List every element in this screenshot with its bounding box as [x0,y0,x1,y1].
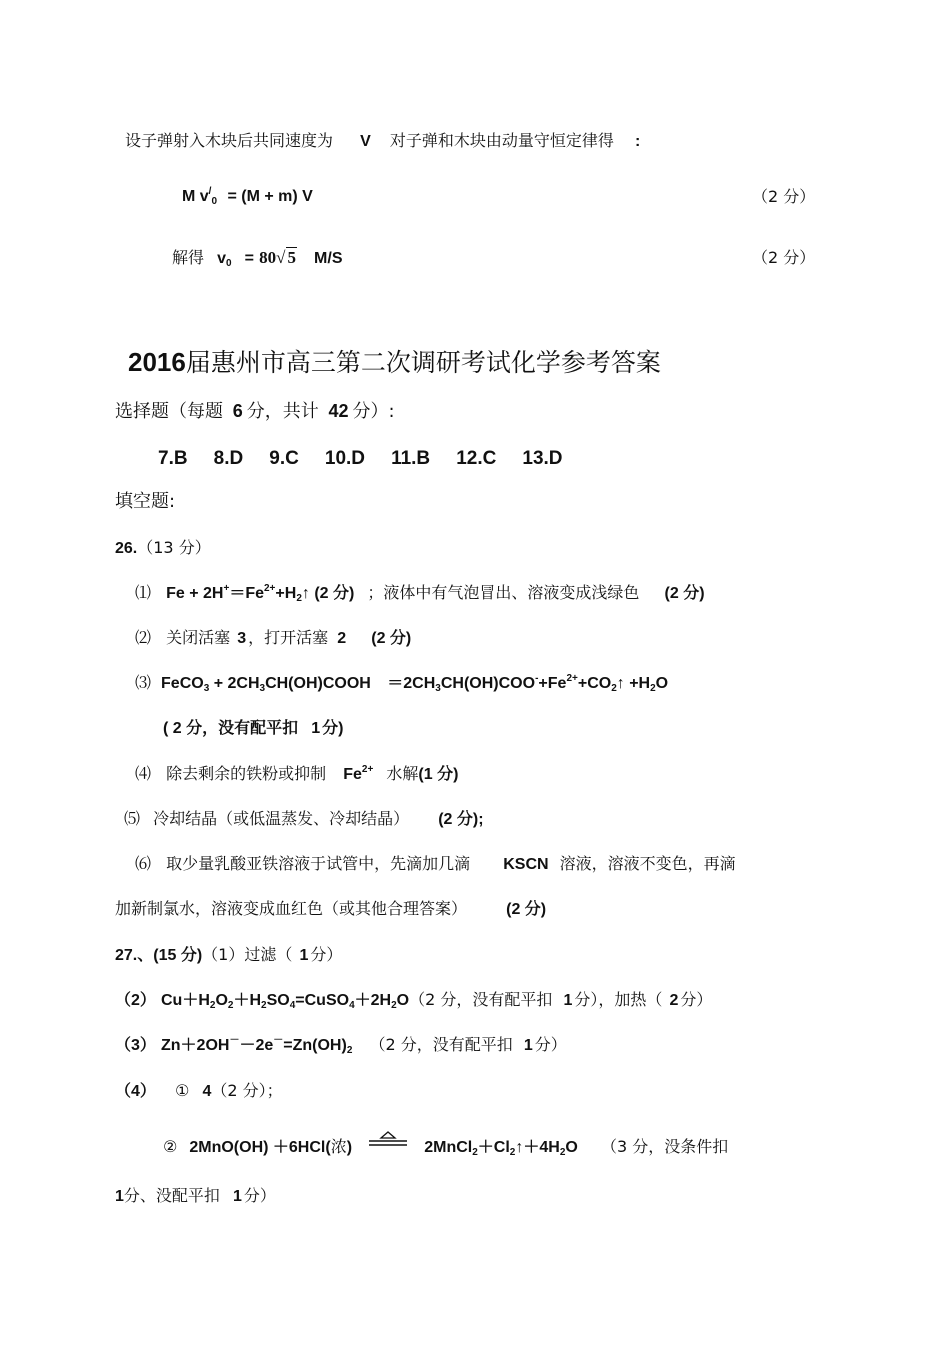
eq-term: Cu＋H [161,992,210,1009]
number: 1 [311,720,321,737]
eq-term: 浓 [330,1137,347,1156]
number: 42 [328,401,349,421]
subscript: 2 [611,683,617,694]
eq-term: ＋Cl [477,1139,510,1156]
eq-term: Fe [343,766,362,783]
answer-11: 11.B [391,448,431,469]
eq-term: Fe + 2H [166,585,224,602]
eq-term: v [217,250,227,267]
eq-term: ↑ +H [616,675,651,692]
score: (2 分); [438,811,484,828]
physics-text: 设子弹射入木块后共同速度为 [125,131,334,150]
answer-text: 冷却结晶（或低温蒸发、冷却结晶） [153,809,410,828]
eq-term: CH(OH)COO [440,675,536,692]
eq-term: ) [346,1139,353,1156]
sqrt-value: 80√ 5 [259,248,296,267]
answer-text: 水解 [386,764,419,783]
part-label: ⑴ [135,583,152,602]
q26-part6 [135,854,736,875]
part-label: ⑷ [135,764,152,783]
score: （2 分，没有配平扣 [409,990,553,1009]
q27-part4b [163,1137,728,1158]
q27-part2 [115,990,712,1011]
text: 分）: [352,401,395,422]
number: 6 [232,401,243,421]
eq-term: 2MnO(OH) ＋6HCl( [189,1139,331,1156]
answer-9: 9.C [269,448,299,469]
score: 分），加热（ [574,990,663,1009]
score: （2 分）； [211,1081,283,1100]
sub-label: ① [175,1081,190,1100]
colon: : [634,133,641,150]
choice-header [115,401,395,422]
momentum-equation [182,187,313,207]
subscript: 2 [346,1045,353,1056]
part-label: （2） [115,992,156,1009]
part-label: ⑸ [124,809,141,828]
eq-term: －2e [239,1037,274,1054]
number: 1 [115,1188,124,1205]
text: 分，共计 [246,401,319,422]
superscript: + [223,583,230,594]
fill-header: 填空题: [115,491,176,512]
equation [424,1139,578,1156]
q27-part4b-line2 [115,1186,276,1207]
part-label: （1） [202,945,245,964]
solution-equation [172,248,343,269]
score: 分、没配平扣 [123,1186,220,1205]
score: (1 分) [418,766,459,783]
eq-term: O [655,675,669,692]
q26-part2 [135,628,411,649]
q26-part3 [135,674,668,694]
part-label: ⑵ [135,628,152,647]
prime: / [208,186,212,197]
answer-10: 10.D [324,448,366,469]
answer-text: 关闭活塞 [166,628,231,647]
subscript: 0 [226,258,232,269]
q26-header [115,538,211,559]
answer-7: 7.B [158,448,188,469]
equation [161,992,409,1009]
eq-term: =Zn(OH) [283,1037,347,1054]
eq-term: O [396,992,410,1009]
sub-label: ② [163,1137,178,1156]
part-label: ⑶ [135,675,152,692]
part-label: （3） [115,1037,156,1054]
q27-part3 [115,1035,567,1056]
eq-term: +Fe [538,675,567,692]
part-label: （4） [115,1083,156,1100]
heating-condition-icon [367,1138,409,1158]
physics-text: 对子弹和木块由动量守恒定律得 [389,131,614,150]
question-number: 26. [115,540,138,557]
q26-part5 [124,809,484,830]
unit: M/S [314,250,343,267]
eq-term: CH(OH)COOH [265,675,371,692]
question-score: （13 分） [137,538,211,557]
answer-13: 13.D [522,448,563,469]
eq-term: = (M + m) V [227,188,313,205]
equation [161,1037,352,1054]
part-label: ⑹ [135,854,152,873]
physics-line-1 [125,131,640,152]
number: 1 [299,947,309,964]
eq-term: ↑＋4H [515,1139,560,1156]
answer-text: 过滤（ [244,945,293,964]
answer-text: ，打开活塞 [248,628,329,647]
score: (2 分) [664,585,705,602]
answer-text: 溶液，溶液不变色，再滴 [559,854,736,873]
question-score: (15 分) [153,947,203,964]
title-text: 届惠州市高三第二次调研考试化学参考答案 [185,348,661,377]
subscript: 4 [349,1000,355,1011]
superscript: - [535,673,539,684]
score: (2 分) [506,901,547,918]
eq-term: O [565,1139,578,1156]
equals: = [244,250,255,267]
eq-term: ↑ (2 分) [301,585,355,602]
eq-term: + 2CH [209,675,260,692]
superscript: 2+ [361,764,374,775]
subscript: 3 [203,683,210,694]
equation [166,585,354,602]
subscript: 2 [227,1000,234,1011]
superscript: － [273,1035,284,1046]
score: （2 分，没有配平扣 [369,1035,513,1054]
number: 2 [669,992,679,1009]
eq-term: ＝Fe [229,585,264,602]
eq-term: FeCO [161,675,204,692]
score: （3 分，没条件扣 [600,1137,729,1156]
score: 分) [322,720,344,737]
score: 分） [534,1035,567,1054]
answer-text: 加新制氯水，溶液变成血红色（或其他合理答案） [115,899,468,918]
answer-12: 12.C [456,448,497,469]
score-eq1: （2 分） [752,187,816,206]
subscript: 2 [261,1000,267,1011]
subscript: 2 [296,593,302,604]
q26-part1 [135,583,705,604]
solution-label: 解得 [172,248,205,267]
eq-term: +CO [577,675,612,692]
score-eq2: （2 分） [752,248,816,267]
eq-term: =CuSO [295,992,350,1009]
score: ( 2 分，没有配平扣 [163,720,299,737]
subscript: 4 [289,1000,296,1011]
number: 1 [523,1037,533,1054]
subscript: 2 [209,1000,216,1011]
answer-text: 除去剩余的铁粉或抑制 [166,764,327,783]
eq-term: ＝2CH [387,675,436,692]
subscript: 2 [391,1000,397,1011]
q27-header [115,945,342,966]
subscript: 3 [435,683,441,694]
eq-term: M v [182,188,209,205]
q26-part3-score [163,718,343,739]
q26-part4 [135,764,458,785]
eq-term: 2MnCl [424,1139,473,1156]
score: 分） [243,1186,276,1205]
subscript: 2 [509,1147,516,1158]
radicand: 5 [287,248,296,267]
subscript: 2 [650,683,656,694]
eq-term: ＋2H [354,992,392,1009]
eq-term: Zn＋2OH [161,1037,230,1054]
question-number: 27.、 [115,947,154,964]
superscript: － [229,1035,240,1046]
number: 3 [237,630,247,647]
score: (2 分) [371,630,412,647]
choice-answers [158,448,583,469]
coefficient: 80 [259,248,277,267]
answer-text: ；液体中有气泡冒出、溶液变成浅绿色 [367,583,640,602]
reagent: KSCN [503,856,549,873]
answer-text: 取少量乳酸亚铁溶液于试管中，先滴加几滴 [166,854,471,873]
q26-part6-line2 [115,899,546,920]
velocity-symbol: V [360,133,371,150]
number: 2 [337,630,347,647]
q27-part4 [115,1081,283,1102]
answer-8: 8.D [213,448,244,469]
page-title [128,347,661,378]
subscript: 3 [259,683,266,694]
eq-term: +H [275,585,297,602]
answer-text: 分） [310,945,343,964]
superscript: 2+ [264,583,276,594]
subscript: 0 [211,196,218,207]
number: 1 [233,1188,242,1205]
subscript: 2 [472,1147,478,1158]
eq-term: SO [266,992,290,1009]
eq-term: ＋H [233,992,262,1009]
number: 1 [563,992,573,1009]
text: 选择题（每题 [115,401,223,422]
eq-term: O [215,992,228,1009]
title-year: 2016 [128,347,186,377]
subscript: 2 [559,1147,566,1158]
number: 4 [202,1083,212,1100]
score: 分） [680,990,713,1009]
superscript: 2+ [566,673,578,684]
